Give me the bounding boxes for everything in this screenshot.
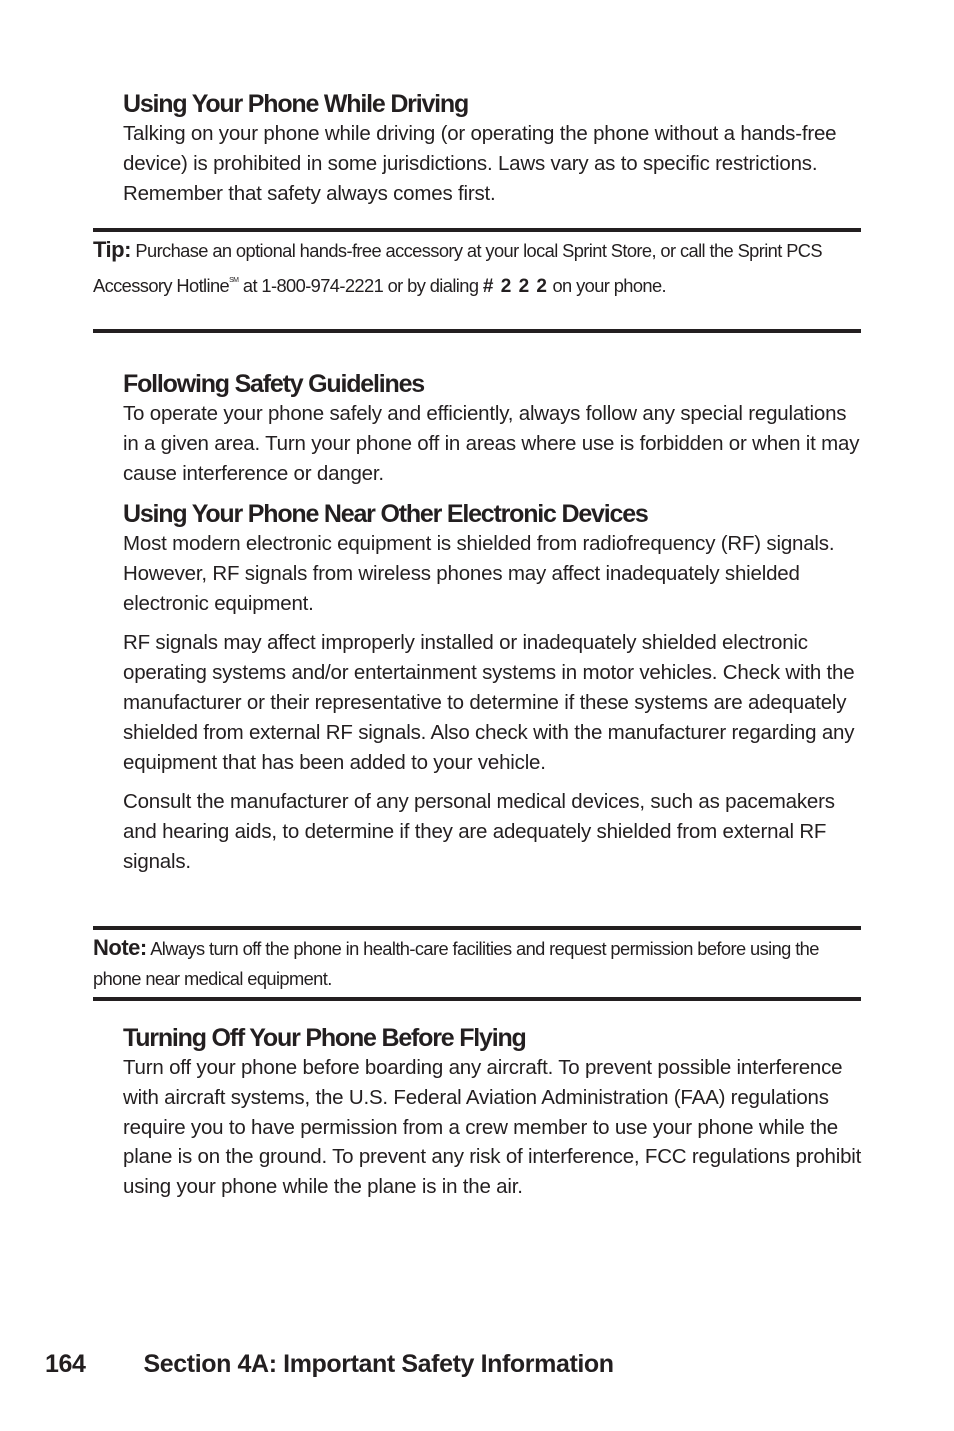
section-electronic <box>123 499 863 877</box>
section-driving <box>123 89 863 208</box>
section-body-driving: Talking on your phone while driving (or operating the phone without a hands-free device) is prohibited in some jurisdictions. Laws vary as to specific restrictions. Remember that safety always comes first. <box>123 122 837 205</box>
tip-text-before: Purchase an optional hands-free accessory at your local Sprint Store, or call the Sprint PCS Accessory Hotline <box>93 240 822 296</box>
tip-text <box>93 235 861 302</box>
tip-keys: # 2 2 2 <box>482 276 548 297</box>
service-mark: SM <box>229 277 239 284</box>
section-body-electronic-2: RF signals may affect improperly installed or inadequately shielded electronic operating systems and/or entertainment systems in motor vehicles. Check with the manufacturer or their representative to determine if these systems are adequately shielded from external RF signals. Also check with the manufacturer regarding any equipment that has been added to your vehicle. <box>123 631 855 774</box>
section-heading-electronic: Using Your Phone Near Other Electronic Devices <box>123 500 648 528</box>
section-heading-flying: Turning Off Your Phone Before Flying <box>123 1024 526 1052</box>
note-text <box>93 933 861 994</box>
section-body-flying: Turn off your phone before boarding any aircraft. To prevent possible interference with aircraft systems, the U.S. Federal Aviation Administration (FAA) regulations require you to have permission from a crew member to use your phone while the plane is on the ground. To prevent any risk of interference, FCC regulations prohibit using your phone while the plane is in the air. <box>123 1056 862 1199</box>
section-body-electronic-1: Most modern electronic equipment is shielded from radiofrequency (RF) signals. However, RF signals from wireless phones may affect inadequately shielded electronic equipment. <box>123 532 835 615</box>
section-body-electronic-3: Consult the manufacturer of any personal medical devices, such as pacemakers and hearing aids, to determine if they are adequately shielded from external RF signals. <box>123 790 835 873</box>
note-label: Note: <box>93 935 147 960</box>
tip-text-after: on your phone. <box>552 275 667 296</box>
section-heading-guidelines: Following Safety Guidelines <box>123 370 424 398</box>
page-footer <box>45 1347 614 1381</box>
tip-callout <box>93 228 861 333</box>
tip-text-middle: at 1-800-974-2221 or by dialing <box>242 275 479 296</box>
footer-section-title: Section 4A: Important Safety Information <box>143 1350 614 1378</box>
section-guidelines <box>123 369 863 488</box>
page-number: 164 <box>45 1350 86 1378</box>
section-flying <box>123 1023 863 1202</box>
section-heading-driving: Using Your Phone While Driving <box>123 90 469 118</box>
note-body: Always turn off the phone in health-care facilities and request permission before using the phone near medical equipment. <box>93 938 819 989</box>
section-body-guidelines: To operate your phone safely and efficiently, always follow any special regulations in a given area. Turn your phone off in areas where use is forbidden or when it may cause interference or danger. <box>123 402 860 485</box>
tip-label: Tip: <box>93 237 131 262</box>
note-callout <box>93 926 861 1001</box>
